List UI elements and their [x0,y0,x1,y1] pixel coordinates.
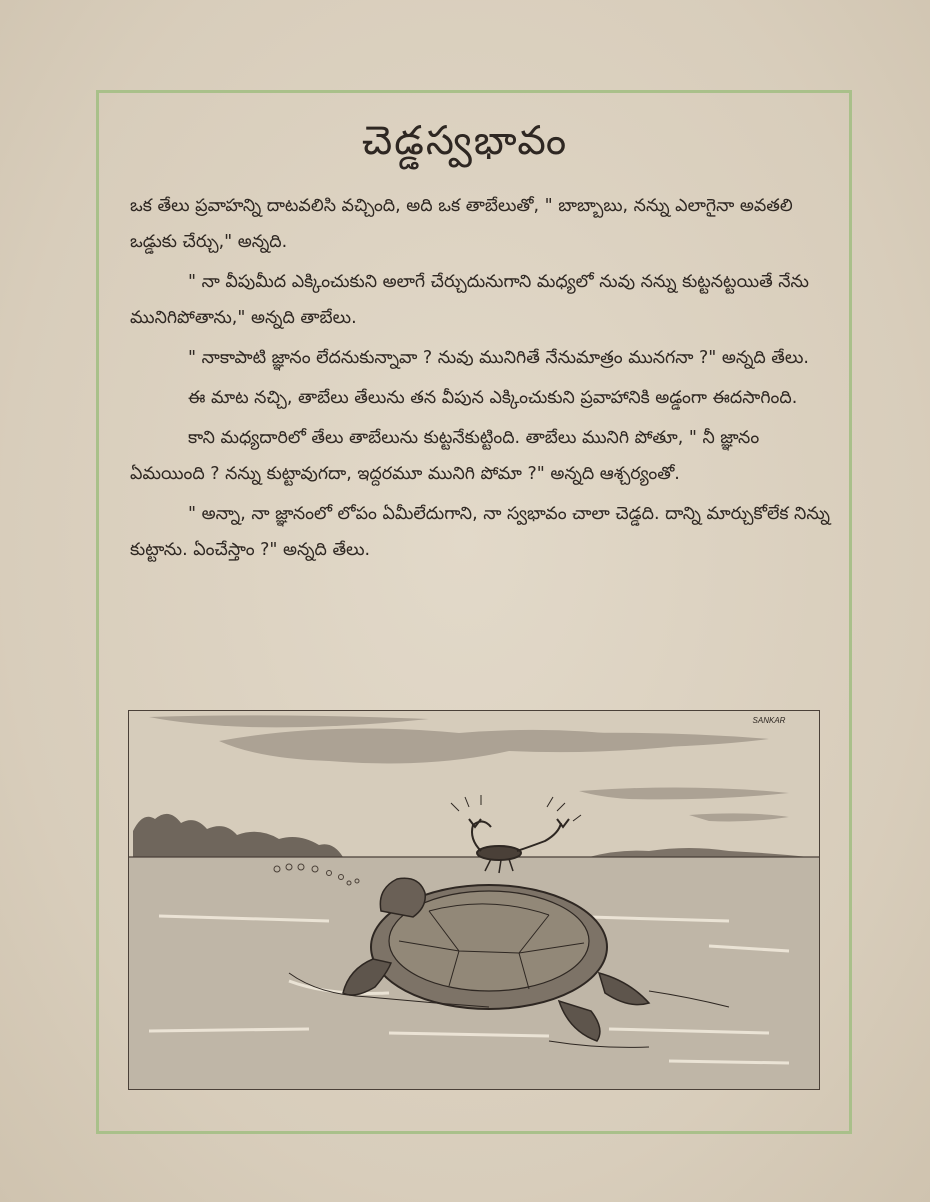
story-paragraph: ఒక తేలు ప్రవాహన్ని దాటవలిసి వచ్చింది, అది ఒక తాబేలుతో, " బాబ్బాబు, నన్ను ఎలాగైనా అవతలి ఒడ్డుకు చేర్చు," అన్నది. [130,196,793,252]
story-paragraph: కాని మధ్యదారిలో తేలు తాబేలును కుట్టనేకుట్టింది. తాబేలు మునిగి పోతూ, " నీ జ్ఞానం ఏమయింది ? నన్ను కుట్టావుగదా, ఇద్దరమూ మునిగి పోమా ?" అన్నది ఆశ్చర్యంతో. [130,428,760,484]
story-title: చెడ్డస్వభావం [361,118,569,164]
artist-signature: SANKAR [752,716,786,725]
story-paragraph: " నా వీపుమీద ఎక్కించుకుని అలాగే చేర్చుదునుగాని మధ్యలో నువు నన్ను కుట్టనట్టయితే నేను మునిగిపోతాను," అన్నది తాబేలు. [130,272,809,328]
story-paragraph: ఈ మాట నచ్చి, తాబేలు తేలును తన వీపున ఎక్కించుకుని ప్రవాహానికి అడ్డంగా ఈదసాగింది. [188,388,798,408]
story-body [130,188,830,572]
story-paragraph: " అన్నా, నా జ్ఞానంలో లోపం ఏమీలేదుగాని, నా స్వభావం చాలా చెడ్డది. దాన్ని మార్చుకోలేక నిన్ను కుట్టాను. ఏంచేస్తాం ?" అన్నది తేలు. [130,504,830,560]
story-paragraph: " నాకాపాటి జ్ఞానం లేదనుకున్నావా ? నువు మునిగితే నేనుమాత్రం మునగనా ?" అన్నది తేలు. [188,348,809,368]
turtle-scorpion-illustration [128,710,820,1090]
